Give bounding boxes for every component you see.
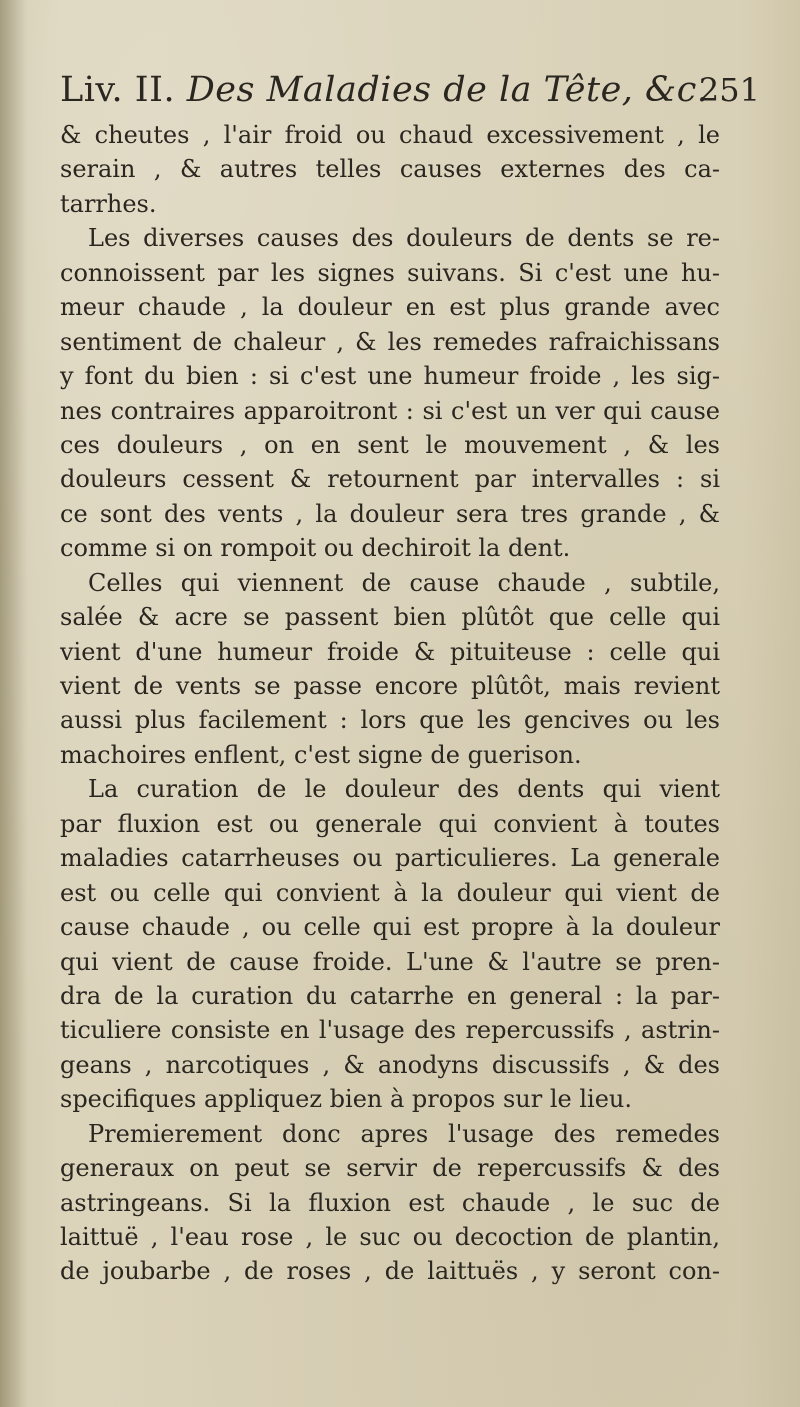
text-line: douleurs cessent & retournent par intervalles : si [60,465,720,494]
text-line: comme si on rompoit ou dechiroit la dent. [60,534,571,563]
text-line: Premierement donc apres l'usage des remedes [88,1119,720,1148]
text-line: cause chaude , ou celle qui est propre à la douleur [60,913,720,942]
text-line: par fluxion est ou generale qui convient à toutes [60,809,720,838]
text-line: y font du bien : si c'est une humeur froide , les sig- [60,362,720,391]
text-line: ticuliere consiste en l'usage des repercussifs , astrin- [60,1016,720,1045]
text-line: generaux on peut se servir de repercussifs & des [60,1154,720,1183]
text-line: maladies catarrheuses ou particulieres. La generale [60,844,720,873]
text-line: dra de la curation du catarrhe en general : la par- [60,981,720,1010]
text-line: ces douleurs , on en sent le mouvement , & les [60,430,720,459]
text-line: est ou celle qui convient à la douleur qui vient de [60,878,720,907]
body-text [60,118,720,1289]
text-line: qui vient de cause froide. L'une & l'autre se pren- [60,947,720,976]
text-line: tarrhes. [60,189,157,218]
text-line: & cheutes , l'air froid ou chaud excessivement , le [60,121,720,149]
text-line: specifiques appliquez bien à propos sur le lieu. [60,1085,632,1114]
text-line: Celles qui viennent de cause chaude , subtile, [88,568,720,597]
text-line: aussi plus facilement : lors que les gencives ou les [60,706,720,735]
text-line: vient de vents se passe encore plûtôt, mais revient [60,672,720,700]
page-header [60,64,760,116]
text-line: Les diverses causes des douleurs de dents se re- [88,224,720,253]
text-line: vient d'une humeur froide & pituiteuse : celle qui [60,637,720,666]
text-line: geans , narcotiques , & anodyns discussifs , & des [60,1050,720,1079]
text-line: salée & acre se passent bien plûtôt que celle qui [60,603,720,632]
text-line: de joubarbe , de roses , de laittuës , y seront con- [60,1257,720,1286]
text-line: nes contraires apparoitront : si c'est un ver qui cause [60,396,720,425]
text-line: astringeans. Si la fluxion est chaude , le suc de [60,1188,720,1217]
binding-shadow [0,0,28,1407]
text-line: La curation de le douleur des dents qui vient [88,775,720,804]
text-line: machoires enflent, c'est signe de guerison. [60,740,582,769]
text-line: meur chaude , la douleur en est plus grande avec [60,293,720,322]
text-line: laittuë , l'eau rose , le suc ou decoction de plantin, [60,1223,720,1251]
text-line: sentiment de chaleur , & les remedes rafraichissans [60,327,720,356]
text-line: connoissent par les signes suivans. Si c'est une hu- [60,258,720,287]
text-line: serain , & autres telles causes externes des ca- [60,155,720,184]
running-head [60,64,708,116]
text-line: ce sont des vents , la douleur sera tres grande , & [60,499,720,528]
page-number: 251 [698,71,760,109]
running-head-title: Des Maladies de la Tête, &c. [186,70,709,110]
running-head-book: Liv. II. [60,70,187,110]
